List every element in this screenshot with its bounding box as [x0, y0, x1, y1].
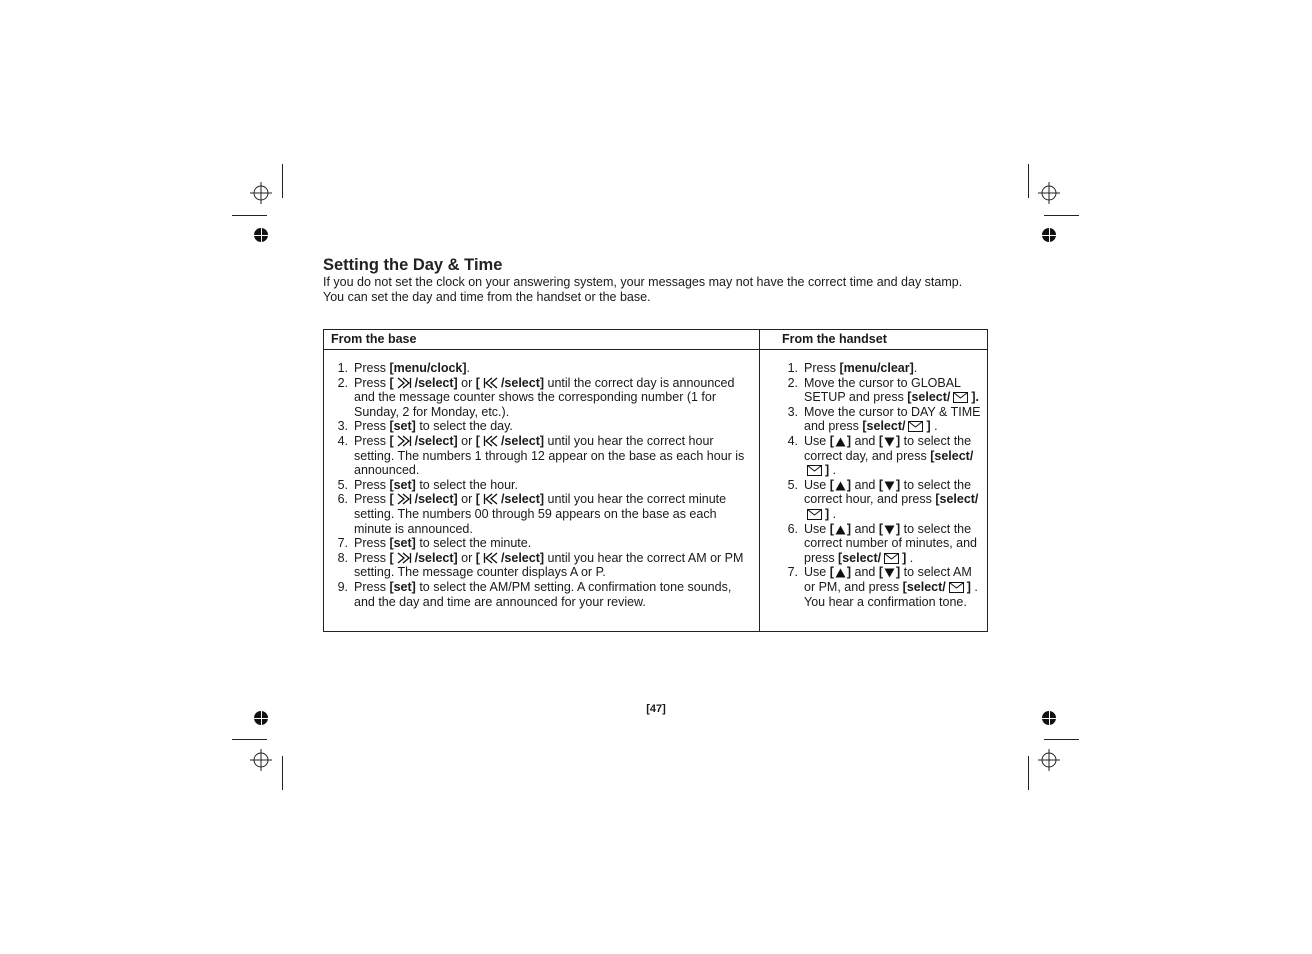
crop-line: [232, 739, 267, 740]
list-item: 5. Press [set] to select the hour.: [337, 477, 518, 492]
registration-dot-icon: [254, 228, 268, 242]
intro-text: [323, 275, 963, 304]
envelope-icon: [884, 553, 899, 564]
crop-line: [282, 164, 283, 198]
envelope-icon: [953, 392, 968, 403]
instructions-table: [323, 329, 988, 632]
skip-forward-icon: [397, 552, 412, 564]
list-item: 2. Move the cursor to GLOBAL SETUP and press [select/ ].: [787, 375, 980, 405]
registration-dot-icon: [1042, 228, 1056, 242]
registration-crosshair-icon: [250, 749, 272, 771]
list-item: 5. Use [ ] and [ ] to select the correct hour, and press [select/] .: [787, 477, 979, 521]
envelope-icon: [807, 509, 822, 520]
registration-crosshair-icon: [250, 182, 272, 204]
skip-forward-icon: [397, 493, 412, 505]
list-item: 4. Press [ /select] or [ /select] until you hear the correct hour setting. The numbers 1 through 12 appear on the base as each hour is announced.: [337, 433, 745, 478]
skip-back-icon: [483, 377, 498, 389]
page-number: [47]: [646, 703, 666, 715]
crop-line: [1044, 739, 1079, 740]
list-item: 1. Press [menu/clock].: [337, 361, 471, 375]
down-arrow-icon: [884, 525, 895, 535]
skip-back-icon: [483, 493, 498, 505]
list-item: 2. Press [ /select] or [ /select] until the correct day is announced and the message counter shows the corresponding number (1 for Sunday, 2 for Monday, etc.).: [337, 375, 735, 419]
down-arrow-icon: [884, 437, 895, 447]
skip-forward-icon: [397, 435, 412, 447]
list-item: 6. Press [ /select] or [ /select] until you hear the correct minute setting. The numbers 00 through 59 appears on the base as each minute is announced.: [337, 492, 727, 536]
up-arrow-icon: [835, 568, 846, 578]
list-item: 6. Use [ ] and [ ] to select the correct number of minutes, and press [select/ ] .: [787, 521, 977, 565]
list-item: 8. Press [ /select] or [ /select] until you hear the correct AM or PM setting. The message counter displays A or P.: [337, 550, 744, 580]
registration-crosshair-icon: [1038, 182, 1060, 204]
column-divider: [759, 330, 760, 631]
crop-line: [1044, 215, 1079, 216]
down-arrow-icon: [884, 568, 895, 578]
header-from-base: From the base: [331, 332, 417, 346]
up-arrow-icon: [835, 481, 846, 491]
list-item: 4. Use [ ] and [ ] to select the correct day, and press [select/] .: [787, 433, 974, 478]
intro-paragraph: If you do not set the clock on your answering system, your messages may not have the correct time and day stamp.: [323, 275, 963, 289]
crop-line: [282, 756, 283, 790]
registration-crosshair-icon: [1038, 749, 1060, 771]
crop-line: [1028, 164, 1029, 198]
intro-paragraph: You can set the day and time from the handset or the base.: [323, 289, 651, 304]
skip-back-icon: [483, 435, 498, 447]
down-arrow-icon: [884, 481, 895, 491]
list-item: 3. Move the cursor to DAY & TIME and press [select/ ] .: [787, 404, 981, 434]
skip-forward-icon: [397, 377, 412, 389]
crop-line: [232, 215, 267, 216]
skip-back-icon: [483, 552, 498, 564]
header-divider: [324, 349, 987, 350]
header-from-handset: From the handset: [782, 332, 887, 346]
handset-steps-list: [780, 361, 983, 609]
up-arrow-icon: [835, 525, 846, 535]
envelope-icon: [908, 421, 923, 432]
list-item: 7. Use [ ] and [ ] to select AM or PM, and press [select/ ] . You hear a confirmation tone.: [787, 565, 978, 609]
list-item: 7. Press [set] to select the minute.: [337, 536, 532, 551]
list-item: 9. Press [set] to select the AM/PM setting. A confirmation tone sounds, and the day and time are announced for your review.: [337, 579, 732, 609]
up-arrow-icon: [835, 437, 846, 447]
envelope-icon: [949, 582, 964, 593]
envelope-icon: [807, 465, 822, 476]
crop-line: [1028, 756, 1029, 790]
list-item: 1. Press [menu/clear].: [787, 361, 918, 375]
base-steps-list: [330, 361, 748, 609]
list-item: 3. Press [set] to select the day.: [337, 419, 513, 434]
section-title: Setting the Day & Time: [323, 256, 503, 274]
